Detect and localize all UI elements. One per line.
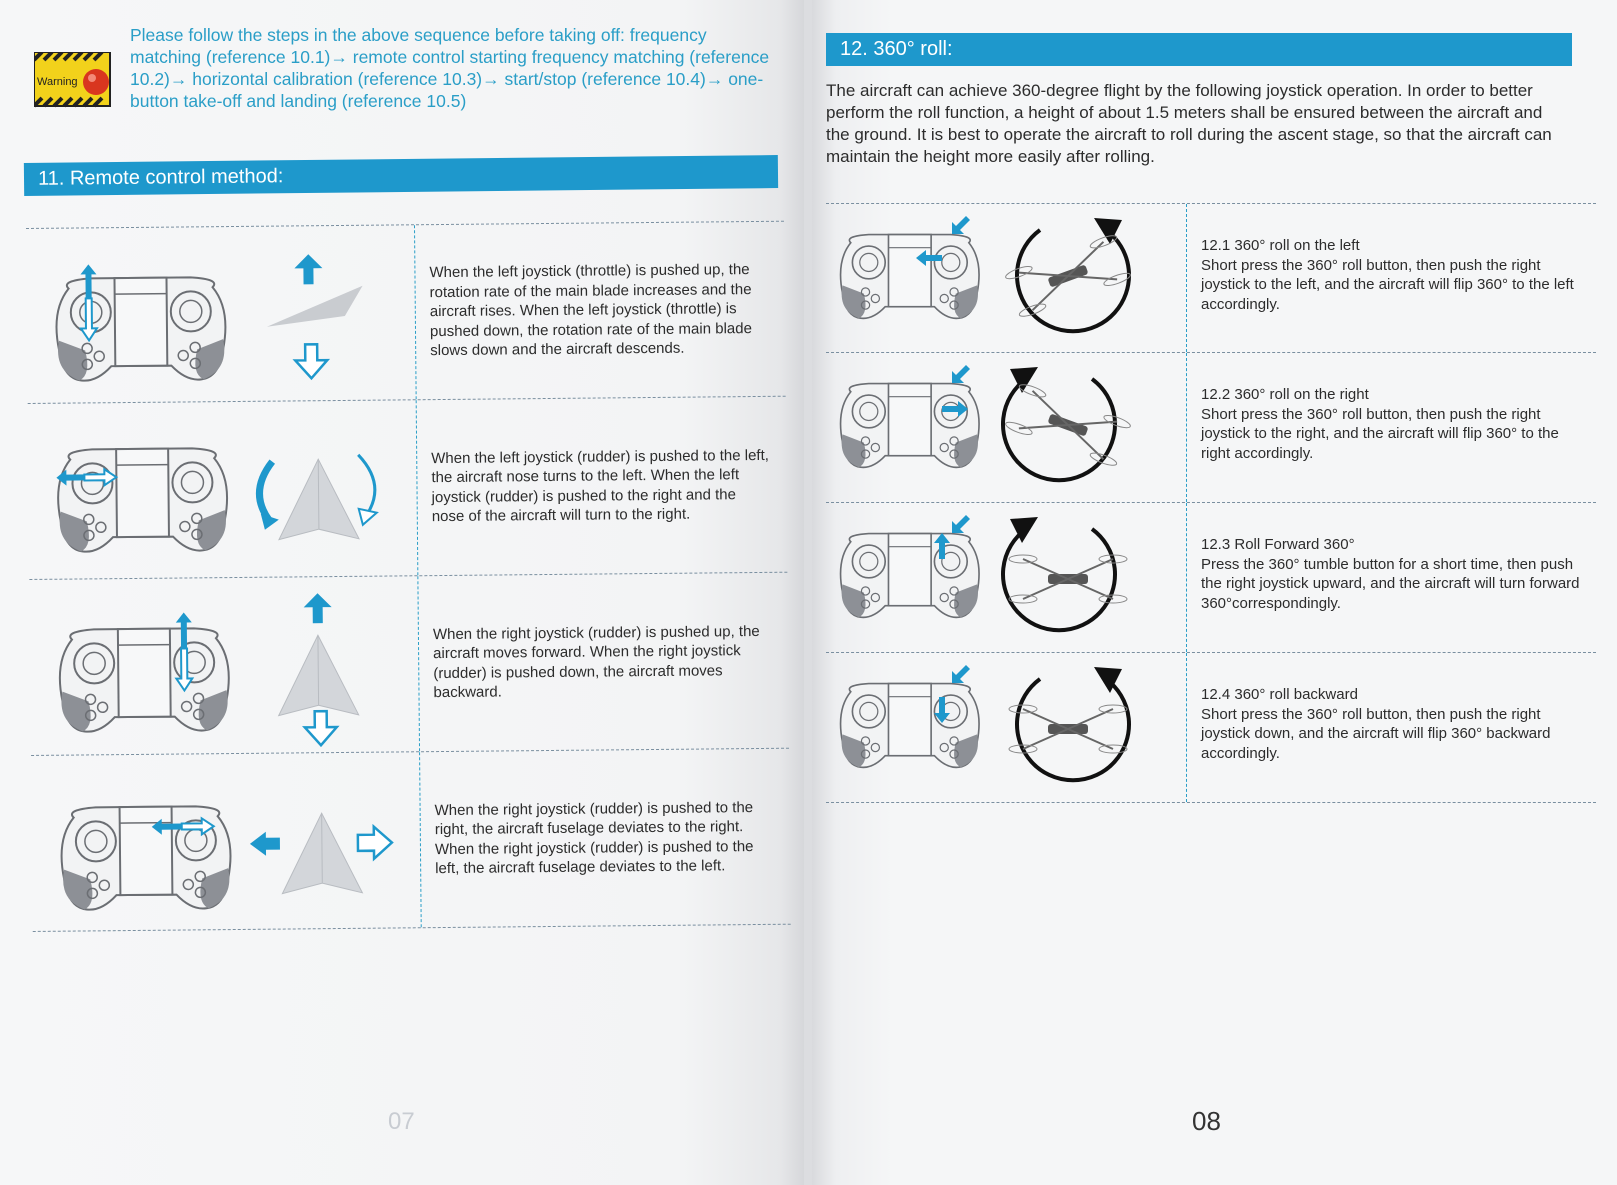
arrow-up-icon (304, 593, 332, 623)
roll-intro: The aircraft can achieve 360-degree flight by the following joystick operation. In order to better perform the roll function, a height of about 1.5 meters shall be ensured between the aircraft and the ground. It is best to operate the aircraft to roll during the ascent stage, so that the aircraft can maintain the height more easily after rolling. (826, 81, 1552, 166)
row-illustration (826, 503, 1186, 652)
row-text: When the right joystick (rudder) is pushed to the right, the aircraft fuselage deviates to the right. When the right joystick (rudder) is pushed to the left, the aircraft fuselage deviates to the left. (419, 749, 791, 928)
section-title-remote-control: 11. Remote control method: (24, 155, 778, 196)
aircraft-icon (278, 459, 359, 540)
circular-arrow-icon (1003, 517, 1115, 630)
remote-control-table (26, 221, 791, 932)
section-title-roll: 12. 360° roll: (826, 33, 1572, 66)
arrow-up-icon (294, 254, 322, 284)
remote-controller-icon (841, 534, 980, 618)
warning-icon (34, 52, 114, 108)
warning-text: Please follow the steps in the above sequence before taking off: frequency matching (reference 10.1)→ remote control starting frequency matching (reference 10.2)→ horizontal calibration (reference 10.3)→ start/stop (reference 10.4)→ one-button take-off and landing (reference 10.5) (130, 25, 770, 111)
remote-controller-icon (841, 235, 980, 319)
remote-controller-icon (841, 684, 980, 768)
aircraft-icon (282, 813, 363, 894)
row-text (1186, 204, 1596, 352)
table-row (26, 221, 786, 404)
rotate-right-icon (358, 455, 377, 525)
row-illustration (26, 225, 416, 403)
table-row (29, 573, 789, 756)
row-text (1186, 503, 1596, 652)
aircraft-icon (278, 635, 359, 716)
arrow-right-icon (358, 827, 392, 859)
rotate-left-icon (259, 462, 279, 530)
drone-icon (1004, 382, 1131, 467)
row-text (1186, 353, 1596, 502)
row-text: When the left joystick (throttle) is pushed up, the rotation rate of the main blade increases and the aircraft rises. When the left joystick (throttle) is pushed down, the rotation rate of the main blade slows down and the aircraft descends. (414, 222, 786, 400)
row-title: 12.2 360° roll on the right (1201, 386, 1369, 403)
roll-table (826, 203, 1596, 803)
row-illustration (826, 653, 1186, 802)
row-text (1186, 653, 1596, 802)
arrow-left-icon (250, 832, 280, 856)
table-row (31, 749, 791, 932)
arrow-down-icon (952, 665, 970, 683)
row-description: Short press the 360° roll button, then push the right joystick to the left, and the aircraft will flip 360° to the left accordingly. (1201, 256, 1574, 313)
table-row (28, 397, 788, 580)
row-text: When the right joystick (rudder) is pushed up, the aircraft moves forward. When the right joystick (rudder) is pushed down, the aircraft moves backward. (417, 573, 789, 752)
row-description: Short press the 360° roll button, then push the right joystick down, and the aircraft will flip 360° backward accordingly. (1201, 705, 1551, 762)
row-text: When the left joystick (rudder) is pushed to the left, the aircraft nose turns to the left. When the left joystick (rudder) is pushed to the right and the nose of the aircraft will turn to the right. (416, 397, 788, 576)
row-illustration (31, 752, 421, 931)
arrow-down-icon (952, 515, 970, 533)
row-title: 12.3 Roll Forward 360° (1201, 536, 1355, 553)
arrow-down-icon (952, 365, 970, 383)
table-row (826, 503, 1596, 653)
row-illustration (29, 576, 419, 755)
arrow-down-icon (295, 344, 327, 378)
table-row (826, 653, 1596, 803)
table-row (826, 353, 1596, 503)
aircraft-icon (267, 286, 363, 327)
circular-arrow-icon (1017, 667, 1129, 780)
right-page (812, 0, 1617, 1185)
arrow-down-icon (305, 711, 337, 745)
arrow-down-icon (952, 216, 970, 234)
page-number: 07 (388, 1108, 415, 1135)
row-title: 12.1 360° roll on the left (1201, 237, 1360, 254)
row-description: Short press the 360° roll button, then push the right joystick to the right, and the aircraft will flip 360° to the right accordingly. (1201, 405, 1559, 462)
remote-controller-icon (59, 628, 229, 732)
table-row (826, 203, 1596, 353)
row-illustration (28, 400, 418, 579)
row-description: Press the 360° tumble button for a short time, then push the right joystick upward, and the aircraft will turn forward 360°correspondingly. (1201, 555, 1580, 612)
row-illustration (826, 204, 1186, 352)
row-illustration (826, 353, 1186, 502)
drone-icon (1009, 705, 1127, 753)
left-page (0, 0, 804, 1185)
remote-controller-icon (58, 448, 228, 552)
warning-label: Warning (37, 76, 78, 88)
page-number: 08 (1192, 1106, 1221, 1136)
remote-controller-icon (841, 384, 980, 468)
row-title: 12.4 360° roll backward (1201, 686, 1358, 703)
